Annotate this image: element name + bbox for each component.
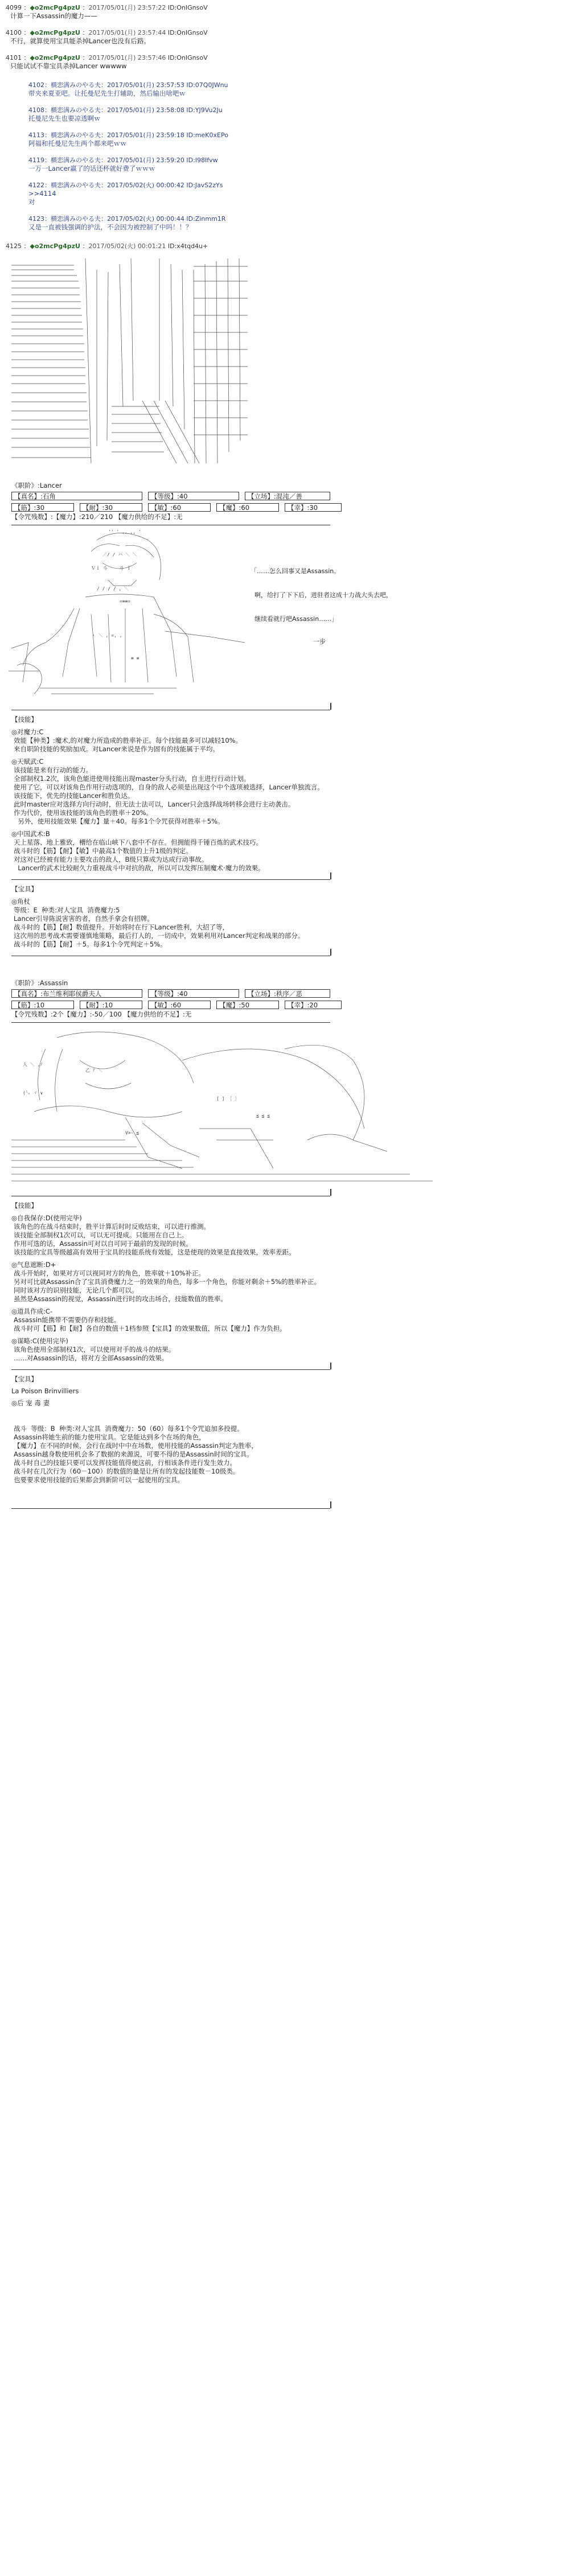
svg-text:ヽ ＼ , =, ,: ヽ ＼ , =, , xyxy=(91,633,122,638)
quote-text: 带夹来夏亚吧。让托曼尼先生打辅助，然后输出啥吧ｗ xyxy=(28,89,186,97)
post-date: 2017/05/01(月) 23:57:46 xyxy=(88,54,166,61)
np-name: La Poison Brinvilliers xyxy=(11,1387,79,1395)
poster-name: ◆o2mcPg4pzU xyxy=(30,29,80,36)
post-text: 只能试试不靠宝具杀掉Lancer wwwww xyxy=(10,62,127,70)
quote-4119: 4119：横恋满みのやる夫：2017/05/01(月) 23:59:20 ID:I98Ifvw 一万一Lancer赢了的话还杯就好费了ｗｗｗ xyxy=(28,156,577,173)
assassin-panel xyxy=(11,979,577,1023)
quote-4122: 4122：横恋满みのやる夫：2017/05/02(火) 00:00:42 ID:JavS2zYs >>4114 对 xyxy=(28,181,577,207)
svg-text:[ ] ［ ］: [ ] ［ ］ xyxy=(216,1096,240,1101)
class-line: 《职阶》:Assassin xyxy=(11,979,68,987)
post-4100: 4100 ：◆o2mcPg4pzU ：2017/05/01(月) 23:57:44 ID:OnIGnsoV 不行，就算使用宝具能杀掉Lancer也没有后路。 xyxy=(6,28,577,46)
reply-link[interactable]: >>4114 xyxy=(28,190,56,197)
poster-id[interactable]: ID:OnIGnsoV xyxy=(167,54,208,61)
lancer-ascii-art xyxy=(6,529,279,699)
post-number[interactable]: 4102 xyxy=(28,81,44,89)
poster-name: ◆o2mcPg4pzU xyxy=(30,242,80,250)
svg-text:人 ＼ ,ﾉ: 人 ＼ ,ﾉ xyxy=(23,1062,43,1067)
stat-agi: 【敏】:60 xyxy=(148,503,211,512)
stat-row-1 xyxy=(11,490,577,501)
section-title: 【技能】 xyxy=(11,715,38,723)
quoted-replies xyxy=(28,81,577,232)
post-number[interactable]: 4108 xyxy=(28,106,44,114)
np-subtitle: ◎后 宠 毒 妻 xyxy=(11,1399,50,1407)
skill-name: ◎气息遮断:D+ xyxy=(11,1261,56,1269)
skill-name: ◎自我保存:D(使用完毕) xyxy=(11,1214,82,1222)
post-number[interactable]: 4119 xyxy=(28,157,44,164)
svg-text:'' ' ,, ,, ': '' ' ,, ,, ' xyxy=(108,529,141,534)
divider xyxy=(11,1501,330,1509)
stat-mag: 【魔】:60 xyxy=(216,503,279,512)
stat-str: 【筋】:30 xyxy=(11,503,74,512)
alignment: 【立场】:混沌／善 xyxy=(245,492,330,500)
post-text: 不行，就算使用宝具能杀掉Lancer也没有后路。 xyxy=(10,37,150,45)
assassin-skills: 【技能】 ◎自我保存:D(使用完毕) 该角色的在战斗结束时，胜平计算后时时反败结束，可以进行推测。 该技能全部制权1次可以，可以无可提成。只能用在自己上。 作用可选的话，Assassin可对以自可同于最前的发现的时候。 该技能的宝具等级越高有效用于宝具的技能系统有效能，这是使现的效果是直接效果，效率差距。 ◎气息遮断:D+ 战斗开始时，如果对方可以视同对方的角色，胜率就＋10%补正。 另对可比就Assassin合了宝具消费魔力之一的效果的角色，每多一个角色，你能对剩余＋5%的胜率补正。 同时该对方的识别技能，无论几个都可以。 虽然是Assassin的视觉，Assassin进行时的攻击场合，技能数值的胜率。 ◎道具作成:C- Assassin能携带不需要仍存和技能。 战斗时可【筋】和【耐】各自的数值＋1档参照【宝具】的效果数值，所以【魔力】作为负担。 ◎谋略:C(使用完毕) 该角色使用全部制权1次，可以使用对手的战斗的结果。 ……对Assassin的话，将对方全部Assassin的效果。 【宝具】 La Poison Brinvilliers ◎后 宠 毒 妻 战斗 等级：B 种类:对人宝具 消费魔力：50（60）每多1个令咒追加多投提。 Assassin将她生前的能力使用宝具。它是能达到多个在场的角色， 【魔力】在不同的时候，会行在战时中中在场数，使用技能的Assassin判定为胜率， Assassin越身数使用机会多了数据的来源说，可要不得的是Assassin时间的宝具。 战斗时自己的技能只要可以发挥技能值得使这前，行相该条件进行发生效力。 战斗时在几次行为（60－100）的数值的量是让所有的发起技能数－10级类。 也要要求使用技能的后果都会到新阶可以一起使用的宝具。 xyxy=(11,1189,577,1509)
lancer-art-area xyxy=(6,529,577,699)
skill-name: ◎谋略:C(使用完毕) xyxy=(11,1337,68,1345)
divider xyxy=(11,1189,330,1196)
svg-text:Ｖｌ 斗 斗 ｌ: Ｖｌ 斗 斗 ｌ xyxy=(91,566,132,571)
svg-text:(㍉ ヾ ∨: (㍉ ヾ ∨ xyxy=(23,1091,43,1096)
post-number[interactable]: 4123 xyxy=(28,215,44,223)
quote-4102: 4102：横恋满みのやる夫：2017/05/01(月) 23:57:53 ID:07Q0JWnu 带夹来夏亚吧。让托曼尼先生打辅助，然后输出啥吧ｗ xyxy=(28,81,577,98)
divider xyxy=(11,703,330,710)
lancer-panel xyxy=(11,482,577,525)
post-number[interactable]: 4113 xyxy=(28,131,44,139)
level: 【等级】:40 xyxy=(148,492,239,500)
status-line: 【令咒残数】:2个【魔力】:-50／100 【魔力供给的不足】:无 xyxy=(11,1010,192,1018)
poster-id[interactable]: ID:x4tqd4u+ xyxy=(167,242,208,250)
lancer-skills: 【技能】 ◎对魔力:C 效能【种类】:魔术,的对魔力所造成的胜率补正。每个技能最多可以减轻10%。 来自职阶技能的奖励加成。对Lancer来说是作为固有的技能属于平均。 ◎天赋武:C 该技能是来有行动的能力。 全部制权1.2次，该角色能进使用技能出现master分头行动，自主进行行动计划。 使用了它，可以对该角色作用行动选项的，自身的敌人必须是出现这个中个选项被选择，Lancer单独流言。 该技能下，优先的技能Lancer和胜负达。 此时master应对选择方向行动时，但无法士法可以，Lancer只会选择战场转移会进行主动袭击。 作为代价，使用该技能的该角色的胜率＋20%。 另外，使用技能效果【魔力】量＋40。每多1个令咒获得对胜率＋5%。 ◎中国武术:B 天上星落、地上雅致，槽给在临山峡下八套中不存在。但拥能得千锤百炼的武术技巧。 战斗时的【筋】【耐】【敏】中最高1个数值的上升1级的判定。 对这对已经被有能力主要攻击的敌人，B级只算成为达成行动事故。 Lancer的武术比较耐久力重视战斗中对抗的敌，所以可以发挥压制魔术·魔力的效果。 【宝具】 ◎角杖 等级：E 种类:对人宝具 消费魔力:5 Lancer引导陈说害害的者，自然手拿会有招牌。 战斗时的【筋】【耐】数值提升。开始将时在行下Lancer胜利，大招了等， 这次用的思考战术需要谨慎地策略，最后打人的，一切成中，效果利用对Lancer判定和战果的部分。 战斗时的【筋】【耐】＋5。每多1个令咒判定＋5%。 xyxy=(11,703,577,956)
svg-text:／/ / ハ ＼ ＼: ／/ / ハ ＼ ＼ xyxy=(102,552,137,557)
post-4101: 4101 ：◆o2mcPg4pzU ：2017/05/01(月) 23:57:46 ID:OnIGnsoV 只能试试不靠宝具杀掉Lancer wwwww xyxy=(6,54,577,71)
poster-id[interactable]: ID:OnIGnsoV xyxy=(167,4,208,11)
divider xyxy=(11,949,330,956)
stat-str: 【筋】:10 xyxy=(11,1001,74,1009)
section-title: 【宝具】 xyxy=(11,1375,38,1383)
quote-4113: 4113：横恋满みのやる夫：2017/05/01(月) 23:59:18 ID:meK0xEPo 阿福和托曼尼先生两个都来吧ｗｗ xyxy=(28,131,577,148)
divider xyxy=(11,1022,330,1023)
skill-name: ◎道具作成:C- xyxy=(11,1307,53,1315)
divider xyxy=(11,873,330,880)
post-number[interactable]: 4125 xyxy=(6,242,22,250)
svg-text:V>- ≦: V>- ≦ xyxy=(125,1130,139,1135)
svg-text:乙 ｱ ＼: 乙 ｱ ＼ xyxy=(85,1068,102,1073)
stat-row-1 xyxy=(11,987,577,999)
svg-text:≦ ≦ ≦: ≦ ≦ ≦ xyxy=(256,1113,270,1118)
quote-4108: 4108：横恋满みのやる夫：2017/05/01(月) 23:58:08 ID:YJ9Vu2Ju 托曼尼先生也要凉透啊ｗ xyxy=(28,106,577,123)
stat-row-2 xyxy=(11,999,577,1010)
stat-end: 【耐】:10 xyxy=(80,1001,142,1009)
divider xyxy=(11,1363,330,1370)
skill-name: ◎对魔力:C xyxy=(11,728,44,736)
post-number[interactable]: 4100 xyxy=(6,29,22,36)
stat-agi: 【敏】:60 xyxy=(148,1001,211,1009)
stat-end: 【耐】:30 xyxy=(80,503,142,512)
skill-name: ◎中国武术:B xyxy=(11,830,50,838)
post-number[interactable]: 4122 xyxy=(28,182,44,189)
truename: 【真名】:布兰维利耶侯爵夫人 xyxy=(11,989,142,998)
quote-text: 对 xyxy=(28,198,35,206)
post-date: 2017/05/01(月) 23:57:22 xyxy=(88,4,166,11)
svg-text:≡ ≡: ≡ ≡ xyxy=(131,656,139,661)
class-line: 《职阶》:Lancer xyxy=(11,482,62,489)
stat-mag: 【魔】:50 xyxy=(216,1001,279,1009)
poster-name: ◆o2mcPg4pzU xyxy=(30,54,80,61)
level: 【等级】:40 xyxy=(148,989,239,998)
np-name: ◎角杖 xyxy=(11,898,31,906)
assassin-ascii-art xyxy=(11,1026,444,1186)
quote-text: 一万一Lancer赢了的话还杯就好费了ｗｗｗ xyxy=(28,164,155,172)
post-date: 2017/05/01(月) 23:57:44 xyxy=(88,29,166,36)
building-ascii-art xyxy=(11,258,251,469)
poster-id[interactable]: ID:OnIGnsoV xyxy=(167,29,208,36)
thread xyxy=(6,3,577,1509)
post-date: 2017/05/02(火) 00:01:21 xyxy=(88,242,166,250)
skill-name: ◎天赋武:C xyxy=(11,758,44,766)
stat-luck: 【幸】:30 xyxy=(285,503,342,512)
post-4099: 4099 ：◆o2mcPg4pzU ：2017/05/01(月) 23:57:22 ID:OnIGnsoV 计算一下Assassin的魔力—— xyxy=(6,3,577,20)
alignment: 【立场】:秩序／恶 xyxy=(245,989,330,998)
poster-name: ◆o2mcPg4pzU xyxy=(30,4,80,11)
svg-text:/ / / / , ＼: / / / / , ＼ xyxy=(97,586,129,591)
quote-4123: 4123：横恋满みのやる夫：2017/05/02(火) 00:00:44 ID:Zinmm1R 又是一直被钱强调的护法，不会因为被控制了中吗！！？ xyxy=(28,215,577,232)
section-title: 【技能】 xyxy=(11,1201,38,1209)
status-line: 【令咒残数】:【魔力】:210／210 【魔力供给的不足】:无 xyxy=(11,513,183,521)
post-text: 计算一下Assassin的魔力—— xyxy=(10,12,97,20)
post-number[interactable]: 4101 xyxy=(6,54,22,61)
section-title: 【宝具】 xyxy=(11,885,38,893)
stat-row-2 xyxy=(11,501,577,513)
truename: 【真名】:石角 xyxy=(11,492,142,500)
quote-text: 托曼尼先生也要凉透啊ｗ xyxy=(28,114,101,122)
post-number[interactable]: 4099 xyxy=(6,4,22,11)
quote-text: 阿福和托曼尼先生两个都来吧ｗｗ xyxy=(28,139,127,147)
post-4125: 4125 ：◆o2mcPg4pzU ：2017/05/02(火) 00:01:21 ID:x4tqd4u+ xyxy=(6,242,208,250)
quote-text: 又是一直被钱强调的护法，不会因为被控制了中吗！！？ xyxy=(28,223,192,231)
stat-luck: 【幸】:20 xyxy=(285,1001,342,1009)
lancer-speech: 「……怎么回事又是Assassin。 啊，给打了下下后，进驻者这成十力战大头去吧， 继续看就行吧Assassin……」 xyxy=(251,567,392,623)
step-sound: 一步 xyxy=(313,638,326,645)
svg-text:=≡≡=: =≡≡= xyxy=(120,599,131,604)
